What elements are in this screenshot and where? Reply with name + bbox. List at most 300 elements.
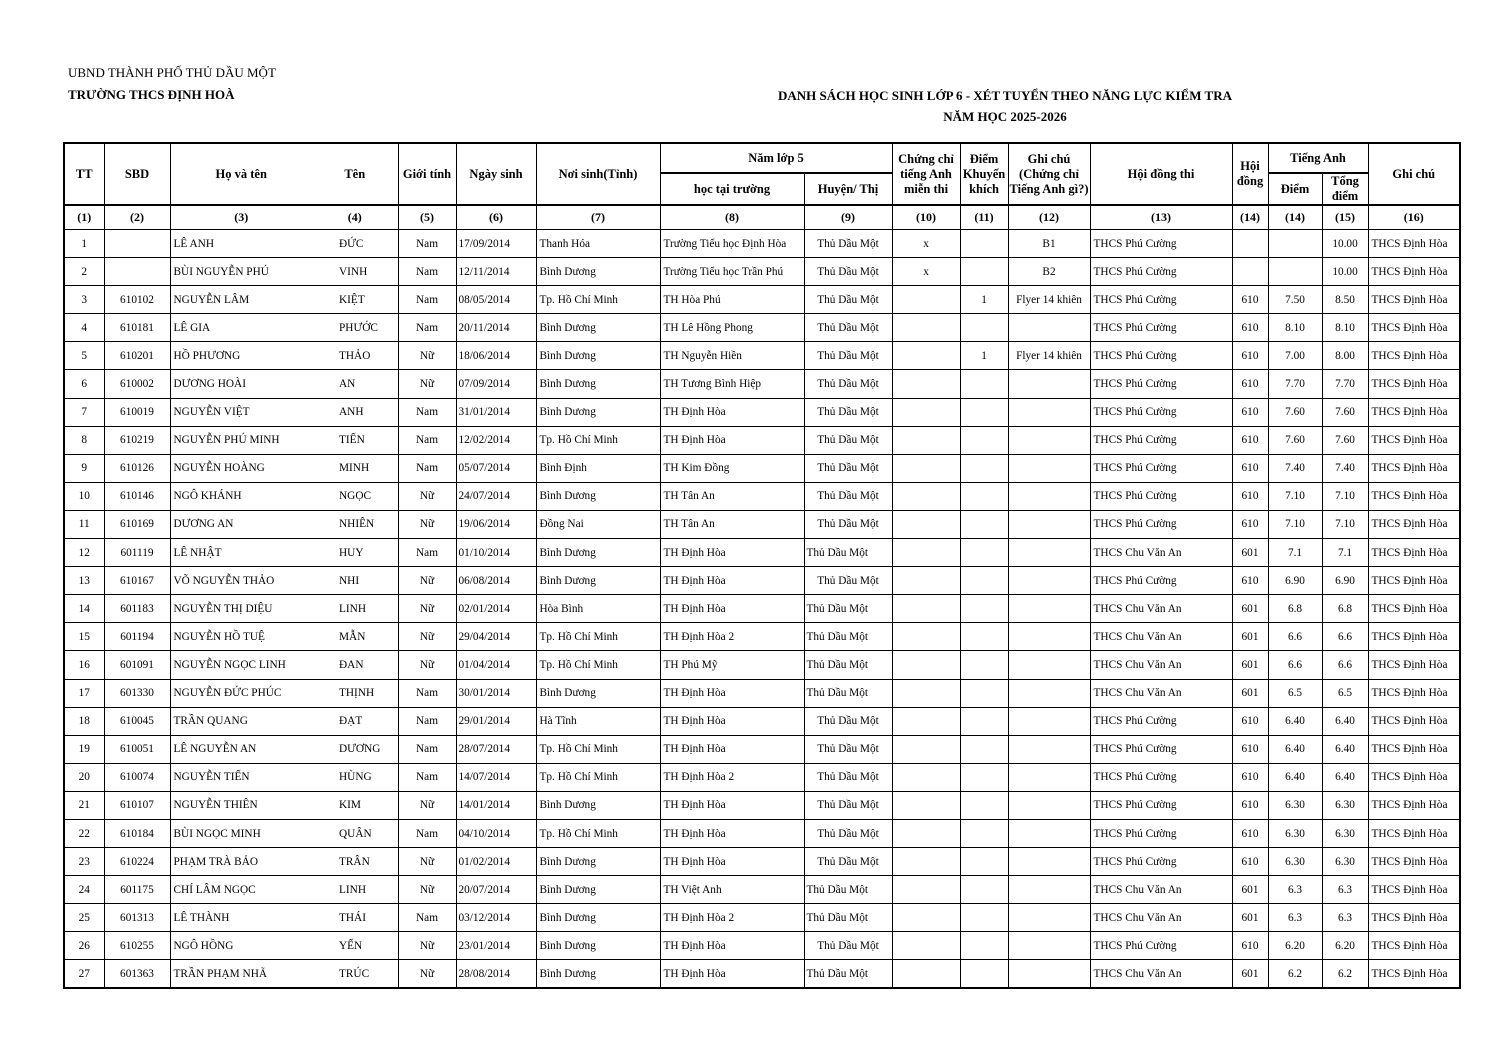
cell-diem-khuyen-khich xyxy=(960,960,1008,988)
cell-huyen-thi: Thủ Dầu Một xyxy=(804,819,892,847)
cell-chung-chi xyxy=(892,651,960,679)
cell-diem-khuyen-khich xyxy=(960,735,1008,763)
col-header-ghi-chu-chung-chi: Ghi chú (Chứng chỉ Tiếng Anh gì?) xyxy=(1008,143,1090,205)
cell-ghi-chu: THCS Định Hòa xyxy=(1368,230,1460,258)
cell-huyen-thi: Thủ Dầu Một xyxy=(804,791,892,819)
cell-ten: TIẾN xyxy=(312,426,398,454)
cell-hoc-tai-truong: TH Tân An xyxy=(660,482,804,510)
cell-tong-diem: 6.20 xyxy=(1322,932,1368,960)
col-header-gioi-tinh: Giới tính xyxy=(398,143,456,205)
cell-diem: 6.40 xyxy=(1268,735,1322,763)
cell-noi-sinh: Đồng Nai xyxy=(536,510,660,538)
cell-gioi-tinh: Nữ xyxy=(398,595,456,623)
cell-noi-sinh: Bình Dương xyxy=(536,876,660,904)
cell-sbd: 610102 xyxy=(104,286,170,314)
cell-tong-diem: 6.3 xyxy=(1322,876,1368,904)
cell-tong-diem: 6.30 xyxy=(1322,791,1368,819)
cell-noi-sinh: Bình Dương xyxy=(536,932,660,960)
cell-diem: 7.10 xyxy=(1268,482,1322,510)
cell-ten: HUY xyxy=(312,539,398,567)
col-header-diem: Điểm xyxy=(1268,173,1322,205)
cell-ten: TRÚC xyxy=(312,960,398,988)
document-title xyxy=(555,85,1455,127)
cell-gioi-tinh: Nam xyxy=(398,314,456,342)
cell-hoi-dong: 601 xyxy=(1232,960,1268,988)
cell-diem-khuyen-khich xyxy=(960,426,1008,454)
cell-chung-chi xyxy=(892,370,960,398)
table-row xyxy=(64,791,1460,819)
cell-ngay-sinh: 28/07/2014 xyxy=(456,735,536,763)
cell-tt: 23 xyxy=(64,848,104,876)
cell-chung-chi xyxy=(892,482,960,510)
cell-ghi-chu: THCS Định Hòa xyxy=(1368,904,1460,932)
cell-diem-khuyen-khich xyxy=(960,876,1008,904)
cell-chung-chi xyxy=(892,932,960,960)
cell-diem: 6.8 xyxy=(1268,595,1322,623)
cell-ngay-sinh: 17/09/2014 xyxy=(456,230,536,258)
cell-chung-chi xyxy=(892,876,960,904)
cell-ngay-sinh: 06/08/2014 xyxy=(456,567,536,595)
cell-noi-sinh: Bình Dương xyxy=(536,539,660,567)
cell-hoi-dong xyxy=(1232,230,1268,258)
cell-huyen-thi: Thủ Dầu Một xyxy=(804,539,892,567)
cell-huyen-thi: Thủ Dầu Một xyxy=(804,510,892,538)
cell-tong-diem: 8.00 xyxy=(1322,342,1368,370)
cell-tt: 2 xyxy=(64,258,104,286)
col-header-diem-khuyen-khich: Điểm Khuyến khích xyxy=(960,143,1008,205)
cell-diem-khuyen-khich xyxy=(960,595,1008,623)
col-number: (14) xyxy=(1268,205,1322,230)
cell-hoi-dong: 601 xyxy=(1232,904,1268,932)
cell-noi-sinh: Hòa Bình xyxy=(536,595,660,623)
cell-noi-sinh: Bình Định xyxy=(536,454,660,482)
cell-ngay-sinh: 29/04/2014 xyxy=(456,623,536,651)
cell-tong-diem: 6.3 xyxy=(1322,904,1368,932)
cell-hoi-dong: 610 xyxy=(1232,314,1268,342)
cell-hoi-dong: 610 xyxy=(1232,735,1268,763)
cell-hoc-tai-truong: TH Lê Hồng Phong xyxy=(660,314,804,342)
cell-ngay-sinh: 01/04/2014 xyxy=(456,651,536,679)
cell-tong-diem: 7.60 xyxy=(1322,398,1368,426)
cell-hoi-dong: 610 xyxy=(1232,707,1268,735)
cell-diem-khuyen-khich xyxy=(960,791,1008,819)
cell-hoc-tai-truong: TH Định Hòa xyxy=(660,707,804,735)
cell-ghi-chu-chung-chi xyxy=(1008,426,1090,454)
cell-gioi-tinh: Nam xyxy=(398,735,456,763)
cell-diem: 6.40 xyxy=(1268,707,1322,735)
cell-hoi-dong: 610 xyxy=(1232,370,1268,398)
cell-sbd: 610074 xyxy=(104,763,170,791)
cell-ghi-chu: THCS Định Hòa xyxy=(1368,314,1460,342)
cell-gioi-tinh: Nam xyxy=(398,904,456,932)
cell-chung-chi xyxy=(892,398,960,426)
cell-hoi-dong-thi: THCS Phú Cường xyxy=(1090,314,1232,342)
cell-diem: 7.40 xyxy=(1268,454,1322,482)
cell-sbd xyxy=(104,230,170,258)
cell-ho-va-ten: DƯƠNG AN xyxy=(170,510,312,538)
cell-ghi-chu-chung-chi xyxy=(1008,651,1090,679)
cell-ngay-sinh: 01/10/2014 xyxy=(456,539,536,567)
cell-hoi-dong xyxy=(1232,258,1268,286)
table-row xyxy=(64,904,1460,932)
cell-diem: 7.10 xyxy=(1268,510,1322,538)
cell-ten: NHIÊN xyxy=(312,510,398,538)
col-number: (11) xyxy=(960,205,1008,230)
cell-sbd: 610219 xyxy=(104,426,170,454)
col-number: (14) xyxy=(1232,205,1268,230)
cell-ghi-chu-chung-chi xyxy=(1008,904,1090,932)
cell-tt: 12 xyxy=(64,539,104,567)
cell-hoi-dong: 610 xyxy=(1232,342,1268,370)
cell-ghi-chu: THCS Định Hòa xyxy=(1368,286,1460,314)
cell-ho-va-ten: TRẦN PHẠM NHÃ xyxy=(170,960,312,988)
cell-diem: 6.40 xyxy=(1268,763,1322,791)
cell-ngay-sinh: 18/06/2014 xyxy=(456,342,536,370)
cell-chung-chi xyxy=(892,679,960,707)
cell-diem-khuyen-khich xyxy=(960,370,1008,398)
cell-sbd: 610146 xyxy=(104,482,170,510)
table-row xyxy=(64,567,1460,595)
cell-ghi-chu: THCS Định Hòa xyxy=(1368,679,1460,707)
cell-ten: ĐỨC xyxy=(312,230,398,258)
cell-ho-va-ten: NGUYỄN ĐỨC PHÚC xyxy=(170,679,312,707)
cell-ghi-chu-chung-chi xyxy=(1008,595,1090,623)
cell-diem-khuyen-khich: 1 xyxy=(960,342,1008,370)
header-row-main xyxy=(64,143,1460,173)
org-header xyxy=(68,62,276,106)
cell-hoc-tai-truong: TH Tân An xyxy=(660,510,804,538)
table-row xyxy=(64,679,1460,707)
table-row xyxy=(64,314,1460,342)
cell-ghi-chu-chung-chi xyxy=(1008,679,1090,707)
cell-ngay-sinh: 23/01/2014 xyxy=(456,932,536,960)
cell-gioi-tinh: Nam xyxy=(398,426,456,454)
cell-noi-sinh: Thanh Hóa xyxy=(536,230,660,258)
cell-ho-va-ten: NGUYỄN HOÀNG xyxy=(170,454,312,482)
col-number: (10) xyxy=(892,205,960,230)
cell-ten: ĐAN xyxy=(312,651,398,679)
cell-tong-diem: 6.8 xyxy=(1322,595,1368,623)
cell-gioi-tinh: Nữ xyxy=(398,876,456,904)
cell-chung-chi xyxy=(892,848,960,876)
cell-huyen-thi: Thủ Dầu Một xyxy=(804,876,892,904)
cell-hoi-dong: 610 xyxy=(1232,286,1268,314)
cell-tong-diem: 6.40 xyxy=(1322,735,1368,763)
cell-hoi-dong-thi: THCS Phú Cường xyxy=(1090,791,1232,819)
cell-ngay-sinh: 02/01/2014 xyxy=(456,595,536,623)
cell-ghi-chu-chung-chi xyxy=(1008,707,1090,735)
cell-ghi-chu-chung-chi xyxy=(1008,398,1090,426)
header-row-numbers xyxy=(64,205,1460,230)
cell-ten: TRÂN xyxy=(312,848,398,876)
cell-huyen-thi: Thủ Dầu Một xyxy=(804,230,892,258)
cell-tt: 1 xyxy=(64,230,104,258)
col-header-tt: TT xyxy=(64,143,104,205)
col-header-noi-sinh: Nơi sinh(Tỉnh) xyxy=(536,143,660,205)
cell-hoi-dong-thi: THCS Phú Cường xyxy=(1090,735,1232,763)
cell-diem-khuyen-khich xyxy=(960,539,1008,567)
cell-ten: ĐẠT xyxy=(312,707,398,735)
cell-gioi-tinh: Nữ xyxy=(398,791,456,819)
cell-sbd: 610181 xyxy=(104,314,170,342)
cell-ghi-chu: THCS Định Hòa xyxy=(1368,791,1460,819)
cell-hoi-dong-thi: THCS Chu Văn An xyxy=(1090,904,1232,932)
cell-noi-sinh: Tp. Hồ Chí Minh xyxy=(536,763,660,791)
col-header-huyen-thi: Huyện/ Thị xyxy=(804,173,892,205)
cell-noi-sinh: Bình Dương xyxy=(536,342,660,370)
cell-tong-diem: 6.90 xyxy=(1322,567,1368,595)
col-header-chung-chi: Chứng chỉ tiếng Anh miễn thi xyxy=(892,143,960,205)
cell-diem: 7.50 xyxy=(1268,286,1322,314)
col-number: (2) xyxy=(104,205,170,230)
col-number: (13) xyxy=(1090,205,1232,230)
cell-ho-va-ten: VÕ NGUYỄN THẢO xyxy=(170,567,312,595)
cell-sbd: 610126 xyxy=(104,454,170,482)
cell-sbd: 610045 xyxy=(104,707,170,735)
cell-chung-chi xyxy=(892,454,960,482)
table-row xyxy=(64,286,1460,314)
cell-ghi-chu-chung-chi: B2 xyxy=(1008,258,1090,286)
cell-ghi-chu: THCS Định Hòa xyxy=(1368,426,1460,454)
cell-chung-chi xyxy=(892,510,960,538)
cell-hoc-tai-truong: Trường Tiểu học Trần Phú xyxy=(660,258,804,286)
table-row xyxy=(64,370,1460,398)
col-group-tieng-anh: Tiếng Anh xyxy=(1268,143,1368,173)
cell-gioi-tinh: Nữ xyxy=(398,567,456,595)
cell-noi-sinh: Bình Dương xyxy=(536,679,660,707)
cell-ho-va-ten: CHÍ LÂM NGỌC xyxy=(170,876,312,904)
cell-tt: 10 xyxy=(64,482,104,510)
cell-hoc-tai-truong: TH Định Hòa 2 xyxy=(660,904,804,932)
cell-hoi-dong-thi: THCS Chu Văn An xyxy=(1090,960,1232,988)
cell-tt: 17 xyxy=(64,679,104,707)
cell-sbd: 610169 xyxy=(104,510,170,538)
cell-noi-sinh: Tp. Hồ Chí Minh xyxy=(536,651,660,679)
cell-ghi-chu: THCS Định Hòa xyxy=(1368,258,1460,286)
cell-ghi-chu-chung-chi xyxy=(1008,791,1090,819)
cell-huyen-thi: Thủ Dầu Một xyxy=(804,960,892,988)
cell-ghi-chu: THCS Định Hòa xyxy=(1368,848,1460,876)
cell-hoi-dong: 601 xyxy=(1232,539,1268,567)
cell-ngay-sinh: 12/11/2014 xyxy=(456,258,536,286)
cell-hoi-dong: 610 xyxy=(1232,763,1268,791)
cell-diem: 6.20 xyxy=(1268,932,1322,960)
col-number: (12) xyxy=(1008,205,1090,230)
cell-tong-diem: 7.40 xyxy=(1322,454,1368,482)
cell-diem: 6.5 xyxy=(1268,679,1322,707)
col-number: (4) xyxy=(312,205,398,230)
cell-sbd: 601183 xyxy=(104,595,170,623)
cell-chung-chi xyxy=(892,819,960,847)
cell-tong-diem: 8.10 xyxy=(1322,314,1368,342)
cell-sbd: 601175 xyxy=(104,876,170,904)
cell-ghi-chu-chung-chi xyxy=(1008,763,1090,791)
cell-diem: 6.30 xyxy=(1268,819,1322,847)
cell-ghi-chu-chung-chi xyxy=(1008,482,1090,510)
cell-ghi-chu: THCS Định Hòa xyxy=(1368,707,1460,735)
cell-tong-diem: 7.1 xyxy=(1322,539,1368,567)
cell-gioi-tinh: Nữ xyxy=(398,482,456,510)
cell-diem: 7.60 xyxy=(1268,398,1322,426)
cell-diem: 6.6 xyxy=(1268,651,1322,679)
cell-ten: QUÂN xyxy=(312,819,398,847)
title-line2: NĂM HỌC 2025-2026 xyxy=(943,109,1067,124)
cell-sbd: 610167 xyxy=(104,567,170,595)
cell-hoi-dong-thi: THCS Phú Cường xyxy=(1090,763,1232,791)
cell-gioi-tinh: Nữ xyxy=(398,960,456,988)
cell-ho-va-ten: NGUYỄN PHÚ MINH xyxy=(170,426,312,454)
cell-sbd: 610002 xyxy=(104,370,170,398)
cell-tt: 7 xyxy=(64,398,104,426)
cell-ngay-sinh: 30/01/2014 xyxy=(456,679,536,707)
cell-gioi-tinh: Nam xyxy=(398,539,456,567)
cell-hoi-dong-thi: THCS Phú Cường xyxy=(1090,370,1232,398)
col-number: (9) xyxy=(804,205,892,230)
cell-ghi-chu-chung-chi xyxy=(1008,848,1090,876)
col-number: (7) xyxy=(536,205,660,230)
cell-diem: 6.2 xyxy=(1268,960,1322,988)
cell-diem-khuyen-khich xyxy=(960,707,1008,735)
cell-sbd: 610107 xyxy=(104,791,170,819)
cell-hoi-dong-thi: THCS Phú Cường xyxy=(1090,567,1232,595)
cell-gioi-tinh: Nữ xyxy=(398,651,456,679)
cell-sbd: 601194 xyxy=(104,623,170,651)
cell-chung-chi xyxy=(892,342,960,370)
cell-hoc-tai-truong: TH Hòa Phú xyxy=(660,286,804,314)
cell-gioi-tinh: Nam xyxy=(398,398,456,426)
cell-huyen-thi: Thủ Dầu Một xyxy=(804,707,892,735)
cell-tt: 26 xyxy=(64,932,104,960)
cell-hoc-tai-truong: Trường Tiểu học Định Hòa xyxy=(660,230,804,258)
cell-sbd: 610224 xyxy=(104,848,170,876)
cell-gioi-tinh: Nữ xyxy=(398,370,456,398)
cell-ngay-sinh: 08/05/2014 xyxy=(456,286,536,314)
cell-diem: 6.30 xyxy=(1268,791,1322,819)
cell-noi-sinh: Bình Dương xyxy=(536,567,660,595)
cell-noi-sinh: Tp. Hồ Chí Minh xyxy=(536,286,660,314)
cell-hoc-tai-truong: TH Định Hòa 2 xyxy=(660,623,804,651)
cell-chung-chi xyxy=(892,595,960,623)
cell-diem-khuyen-khich xyxy=(960,567,1008,595)
col-header-hoi-dong-thi: Hội đồng thi xyxy=(1090,143,1232,205)
cell-noi-sinh: Tp. Hồ Chí Minh xyxy=(536,623,660,651)
cell-hoi-dong-thi: THCS Phú Cường xyxy=(1090,454,1232,482)
col-number: (6) xyxy=(456,205,536,230)
cell-tt: 11 xyxy=(64,510,104,538)
col-number: (3) xyxy=(170,205,312,230)
cell-ten: KIM xyxy=(312,791,398,819)
cell-ten: NGỌC xyxy=(312,482,398,510)
cell-noi-sinh: Bình Dương xyxy=(536,370,660,398)
cell-ghi-chu: THCS Định Hòa xyxy=(1368,960,1460,988)
cell-ho-va-ten: LÊ THÀNH xyxy=(170,904,312,932)
col-number: (5) xyxy=(398,205,456,230)
cell-ghi-chu-chung-chi xyxy=(1008,623,1090,651)
col-header-ghi-chu: Ghi chú xyxy=(1368,143,1460,205)
cell-ghi-chu-chung-chi xyxy=(1008,932,1090,960)
cell-hoi-dong-thi: THCS Phú Cường xyxy=(1090,342,1232,370)
cell-gioi-tinh: Nam xyxy=(398,707,456,735)
cell-ngay-sinh: 29/01/2014 xyxy=(456,707,536,735)
cell-tt: 9 xyxy=(64,454,104,482)
cell-chung-chi xyxy=(892,567,960,595)
cell-sbd: 610255 xyxy=(104,932,170,960)
cell-tt: 22 xyxy=(64,819,104,847)
col-header-tong-diem: Tổng điểm xyxy=(1322,173,1368,205)
cell-ghi-chu-chung-chi xyxy=(1008,370,1090,398)
cell-huyen-thi: Thủ Dầu Một xyxy=(804,679,892,707)
cell-ten: AN xyxy=(312,370,398,398)
cell-ho-va-ten: LÊ NHẬT xyxy=(170,539,312,567)
cell-huyen-thi: Thủ Dầu Một xyxy=(804,904,892,932)
cell-ngay-sinh: 14/07/2014 xyxy=(456,763,536,791)
cell-sbd: 601119 xyxy=(104,539,170,567)
cell-ghi-chu-chung-chi: B1 xyxy=(1008,230,1090,258)
cell-tt: 21 xyxy=(64,791,104,819)
cell-ho-va-ten: NGUYỄN THIÊN xyxy=(170,791,312,819)
cell-tong-diem: 6.30 xyxy=(1322,848,1368,876)
cell-gioi-tinh: Nữ xyxy=(398,342,456,370)
cell-ho-va-ten: LÊ GIA xyxy=(170,314,312,342)
cell-hoi-dong: 610 xyxy=(1232,482,1268,510)
cell-noi-sinh: Bình Dương xyxy=(536,791,660,819)
cell-gioi-tinh: Nữ xyxy=(398,510,456,538)
cell-huyen-thi: Thủ Dầu Một xyxy=(804,398,892,426)
cell-diem: 8.10 xyxy=(1268,314,1322,342)
cell-ho-va-ten: NGUYỄN VIỆT xyxy=(170,398,312,426)
cell-ho-va-ten: NGUYỄN HỒ TUỆ xyxy=(170,623,312,651)
cell-ho-va-ten: NGUYỄN NGỌC LINH xyxy=(170,651,312,679)
cell-tong-diem: 10.00 xyxy=(1322,230,1368,258)
table-row xyxy=(64,735,1460,763)
table-row xyxy=(64,230,1460,258)
cell-hoc-tai-truong: TH Định Hòa xyxy=(660,960,804,988)
cell-huyen-thi: Thủ Dầu Một xyxy=(804,932,892,960)
table-row xyxy=(64,258,1460,286)
cell-chung-chi xyxy=(892,286,960,314)
cell-hoi-dong: 610 xyxy=(1232,510,1268,538)
cell-ghi-chu: THCS Định Hòa xyxy=(1368,819,1460,847)
cell-gioi-tinh: Nam xyxy=(398,763,456,791)
cell-gioi-tinh: Nam xyxy=(398,286,456,314)
col-header-hoc-tai-truong: học tại trường xyxy=(660,173,804,205)
cell-tt: 24 xyxy=(64,876,104,904)
cell-tt: 27 xyxy=(64,960,104,988)
cell-diem-khuyen-khich xyxy=(960,651,1008,679)
cell-ten: LINH xyxy=(312,595,398,623)
cell-hoc-tai-truong: TH Định Hòa xyxy=(660,932,804,960)
cell-hoi-dong-thi: THCS Chu Văn An xyxy=(1090,679,1232,707)
cell-sbd: 601363 xyxy=(104,960,170,988)
cell-tong-diem: 6.40 xyxy=(1322,763,1368,791)
cell-huyen-thi: Thủ Dầu Một xyxy=(804,567,892,595)
cell-ngay-sinh: 01/02/2014 xyxy=(456,848,536,876)
cell-huyen-thi: Thủ Dầu Một xyxy=(804,342,892,370)
cell-diem-khuyen-khich: 1 xyxy=(960,286,1008,314)
cell-ho-va-ten: DƯƠNG HOÀI xyxy=(170,370,312,398)
table-row xyxy=(64,763,1460,791)
cell-ghi-chu: THCS Định Hòa xyxy=(1368,932,1460,960)
cell-diem-khuyen-khich xyxy=(960,848,1008,876)
cell-noi-sinh: Hà Tĩnh xyxy=(536,707,660,735)
cell-huyen-thi: Thủ Dầu Một xyxy=(804,763,892,791)
cell-tong-diem: 7.10 xyxy=(1322,510,1368,538)
cell-huyen-thi: Thủ Dầu Một xyxy=(804,482,892,510)
cell-tt: 19 xyxy=(64,735,104,763)
cell-tong-diem: 6.6 xyxy=(1322,651,1368,679)
col-header-ngay-sinh: Ngày sinh xyxy=(456,143,536,205)
cell-diem-khuyen-khich xyxy=(960,258,1008,286)
